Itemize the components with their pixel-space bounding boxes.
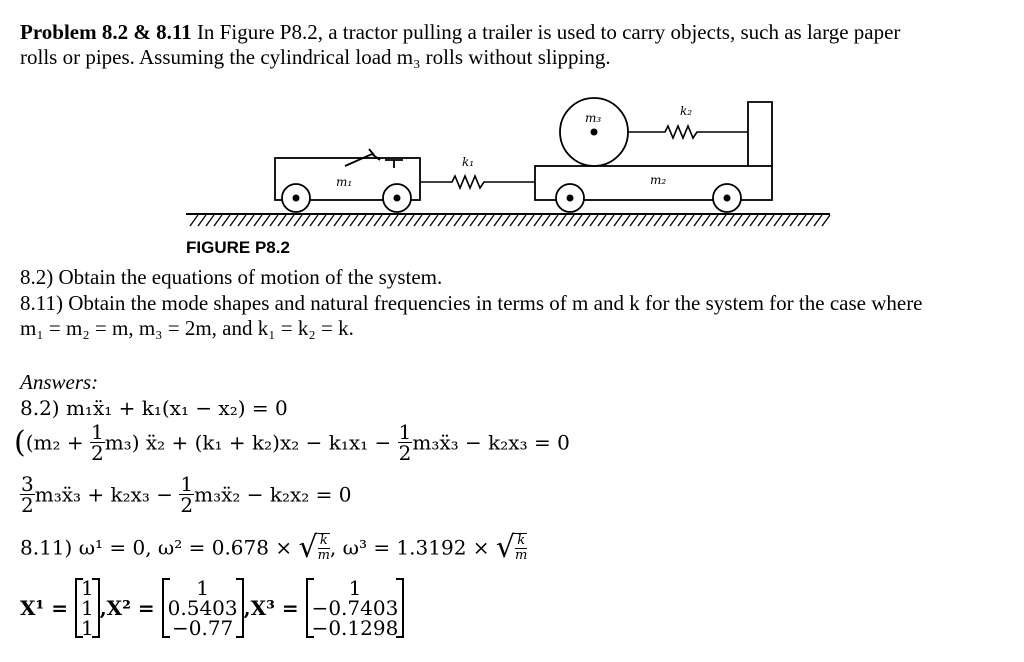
X1-vector: 1 1 1 xyxy=(75,578,100,638)
sqrt-k-over-m-1: √ $\frac{k}{m}$ xyxy=(298,530,330,565)
X3-label: ,X³ = xyxy=(243,596,306,620)
answers-title: Answers: xyxy=(20,370,99,394)
spring-k1 xyxy=(420,176,535,188)
X2-vector: 1 0.5403 −0.77 xyxy=(162,578,244,638)
eq3-part-b: m₃ẍ₂ − k₂x₂ = 0 xyxy=(194,482,352,507)
X1-label: X¹ = xyxy=(20,596,75,620)
label-k2: k₂ xyxy=(680,104,693,118)
trailer-wall xyxy=(748,102,772,166)
eq3-half: $\frac{1}{2}$ xyxy=(180,472,194,517)
equation-2: ((m₂ + $\frac{1}{2}$ m₃) ẍ₂ + (k₁ + k₂)x₂ − k₁x₁ − $\frac{1}{2}$ m₃ẍ₃ − k₂x₃ = 0 xyxy=(14,420,570,465)
eq2-part-b: m₃) ẍ₂ + (k₁ + k₂)x₂ − k₁x₁ − xyxy=(104,430,398,455)
tractor-seat xyxy=(385,160,403,168)
question-8-11-line-2: m₁ = m₂ = m, m₃ = 2m, and k₁ = k₂ = k. xyxy=(20,316,354,340)
frequencies xyxy=(20,530,527,565)
label-m1: m₁ xyxy=(336,175,353,189)
eq2-half-2: $\frac{1}{2}$ xyxy=(398,420,412,465)
problem-statement-line-2: rolls or pipes. Assuming the cylindrical load m₃ rolls without slipping. xyxy=(20,45,611,69)
sqrt-k-over-m-2: √ $\frac{k}{m}$ xyxy=(495,530,528,565)
label-k1: k₁ xyxy=(462,155,475,169)
label-m2: m₂ xyxy=(650,173,667,187)
figure-caption: FIGURE P8.2 xyxy=(186,238,290,257)
eq2-half-1: $\frac{1}{2}$ xyxy=(90,420,104,465)
problem-text-1: In Figure P8.2, a tractor pulling a trailer is used to carry objects, such as large paper xyxy=(191,20,901,44)
eq3-part-a: m₃ẍ₃ + k₂x₃ − xyxy=(34,482,180,507)
equation-1: 8.2) m₁ẍ₁ + k₁(x₁ − x₂) = 0 xyxy=(20,396,288,420)
eq3-three-halves: $\frac{3}{2}$ xyxy=(21,472,34,517)
question-8-11-line-1: 8.11) Obtain the mode shapes and natural frequencies in terms of m and k for the system for the case where xyxy=(20,291,923,315)
equation-3 xyxy=(20,474,352,515)
label-m3: m₃ xyxy=(585,111,602,125)
X3-vector: 1 −0.7403 −0.1298 xyxy=(306,578,405,638)
eq2-part-a: (m₂ + xyxy=(25,430,90,455)
question-8-2: 8.2) Obtain the equations of motion of the system. xyxy=(20,265,443,289)
problem-statement-line-1 xyxy=(20,20,900,44)
freq-part-a: 8.11) ω¹ = 0, ω² = 0.678 × xyxy=(20,535,299,560)
problem-heading: Problem 8.2 & 8.11 xyxy=(20,20,192,44)
X2-label: ,X² = xyxy=(99,596,162,620)
freq-part-b: , ω³ = 1.3192 × xyxy=(329,535,496,560)
spring-k2 xyxy=(628,126,748,138)
mode-shapes xyxy=(20,578,404,638)
eq2-part-c: m₃ẍ₃ − k₂x₃ = 0 xyxy=(412,430,570,455)
ground-hatching xyxy=(190,215,830,226)
